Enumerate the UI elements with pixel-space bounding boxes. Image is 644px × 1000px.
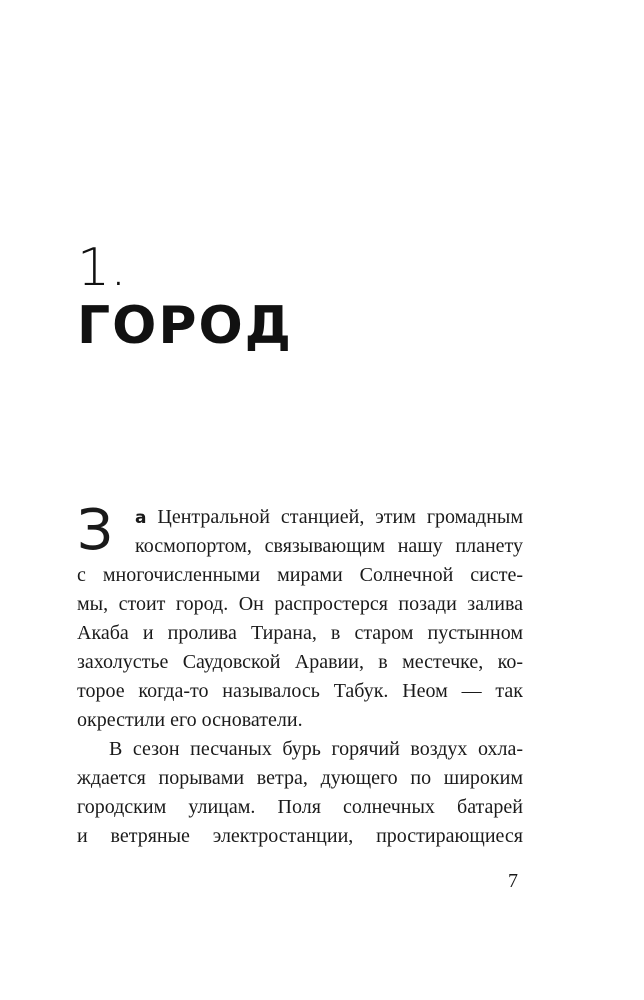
drop-cap-continuation: а	[135, 508, 147, 528]
text-line: торое когда-то называлось Табук. Неом — так	[77, 680, 523, 702]
text-line: ждается порывами ветра, дующего по широким	[77, 767, 523, 789]
text-line: и ветряные электростанции, простирающиеся	[77, 825, 523, 847]
page-number: 7	[508, 870, 518, 892]
text-line: захолустье Саудовской Аравии, в местечке, ко-	[77, 651, 523, 673]
drop-cap: З	[77, 498, 113, 563]
text-line: окрестили его основатели.	[77, 709, 303, 731]
text-line: городским улицам. Поля солнечных батарей	[77, 796, 523, 818]
paragraph-2	[77, 735, 523, 851]
text-line: космопортом, связывающим нашу планету	[135, 535, 523, 557]
text-line: с многочисленными мирами Солнечной систе-	[77, 564, 523, 586]
body-text	[77, 498, 524, 851]
text-line: мы, стоит город. Он распростерся позади залива	[77, 593, 523, 615]
text-line-content: Центральной станцией, этим громадным	[157, 506, 524, 528]
text-line: Акаба и пролива Тирана, в старом пустынном	[77, 622, 523, 644]
text-line	[77, 503, 523, 532]
paragraph-1	[77, 498, 524, 735]
chapter-number: 1.	[77, 238, 127, 298]
chapter-title: ГОРОД	[77, 296, 293, 356]
text-line: В сезон песчаных бурь горячий воздух охла-	[109, 738, 523, 760]
